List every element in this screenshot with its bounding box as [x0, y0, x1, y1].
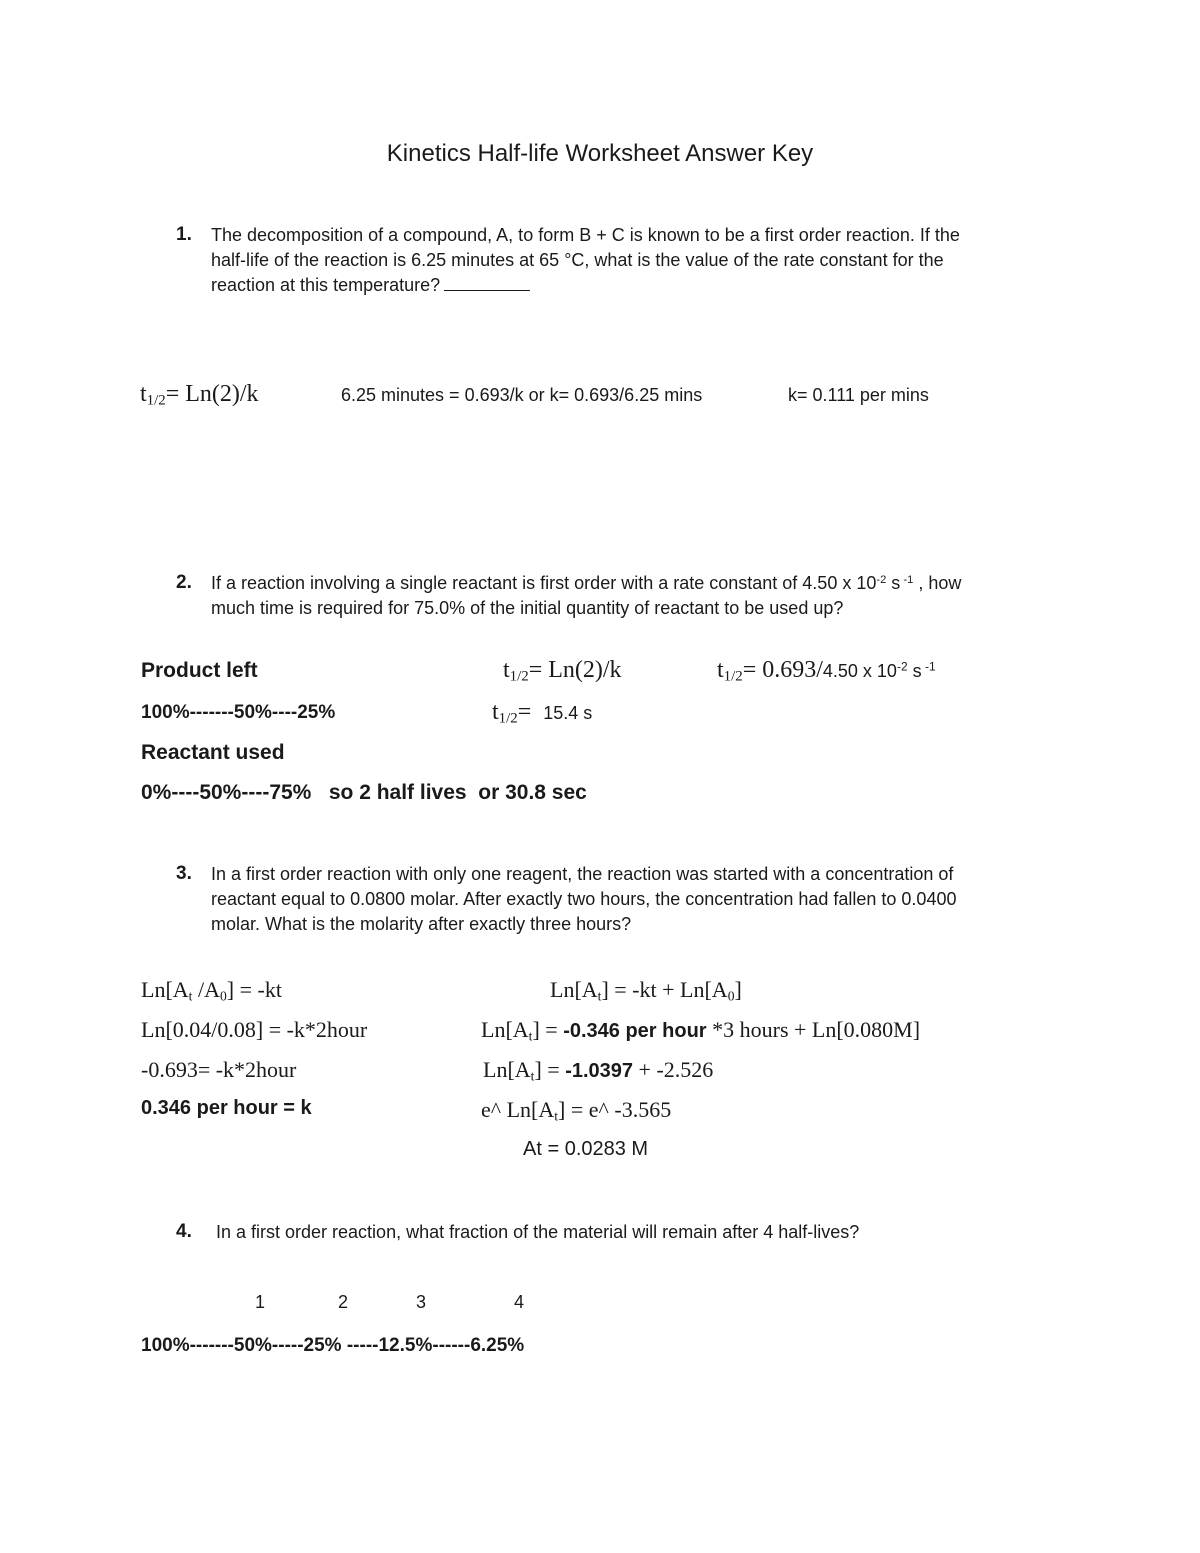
q4-sequence: 100%-------50%-----25% -----12.5%------6.25%	[141, 1335, 525, 1356]
eq-sub: t	[530, 1068, 535, 1084]
q3-right-eq-2	[481, 1017, 920, 1043]
eq-part: Ln[A	[481, 1017, 529, 1042]
q1-half-life-formula	[140, 381, 259, 408]
q2-line1-part-b: s	[886, 573, 901, 593]
page-title: Kinetics Half-life Worksheet Answer Key	[386, 140, 814, 167]
question-4-number: 4.	[176, 1221, 192, 1242]
question-4-text: In a first order reaction, what fraction of the material will remain after 4 half-lives?	[216, 1222, 860, 1242]
q3-right-eq-4	[481, 1097, 671, 1123]
eq-sub: t	[528, 1028, 533, 1044]
half-life-label-3: 3	[416, 1292, 427, 1312]
half-life-label-4: 4	[514, 1292, 525, 1312]
question-3-number: 3.	[176, 863, 192, 884]
eq-bold-part: -0.346 per hour	[563, 1020, 713, 1042]
eq-part: ] = e^ -3.565	[558, 1097, 672, 1122]
formula-t: t	[492, 699, 499, 725]
q3-right-eq-3	[483, 1057, 713, 1083]
q3-answer-text: At = 0.0283 M	[523, 1138, 649, 1160]
q2-half-life-substitution	[717, 657, 936, 684]
eq-part: /A	[192, 977, 220, 1002]
half-life-label-1: 1	[255, 1292, 266, 1312]
q1-work: 6.25 minutes = 0.693/k or k= 0.693/6.25 mins	[341, 385, 703, 405]
eq-part: + -2.526	[633, 1057, 714, 1082]
q2-line1-part-c: , how	[913, 573, 962, 593]
formula-t: t	[717, 657, 724, 683]
question-2-line-2: much time is required for 75.0% of the initial quantity of reactant to be used up?	[211, 598, 844, 618]
eq-part: ] =	[534, 1057, 566, 1082]
formula-rest: =	[517, 699, 532, 725]
formula-rest: = Ln(2)/k	[165, 381, 259, 407]
question-1-line-3-text: reaction at this temperature?	[211, 275, 441, 295]
q2-half-life-result	[492, 699, 592, 726]
question-1-line-1: The decomposition of a compound, A, to form B + C is known to be a first order reaction. If the	[211, 225, 960, 245]
eq-sub: t	[554, 1108, 559, 1124]
q2-half-life-formula	[503, 657, 622, 684]
question-3-line-1: In a first order reaction with only one reagent, the reaction was started with a concentration of	[211, 864, 954, 884]
q3-left-eq-2: Ln[0.04/0.08] = -k*2hour	[141, 1017, 368, 1042]
reactant-sequence: 0%----50%----75% so 2 half lives or 30.8 sec	[141, 781, 587, 804]
eq-part: ] = -kt	[226, 977, 282, 1002]
half-life-label-2: 2	[338, 1292, 349, 1312]
unit-s: s	[907, 661, 922, 681]
question-1-number: 1.	[176, 224, 192, 245]
q2-line1-part-a: If a reaction involving a single reactant is first order with a rate constant of 4.50 x 10	[211, 573, 877, 593]
q2-exponent-1: -2	[876, 573, 887, 586]
product-left-label: Product left	[141, 659, 258, 682]
question-3-line-2: reactant equal to 0.0800 molar. After exactly two hours, the concentration had fallen to 0.0400	[211, 889, 957, 909]
formula-t: t	[503, 657, 510, 683]
q3-left-eq-3: -0.693= -k*2hour	[141, 1057, 297, 1082]
exponent-2: -1	[921, 659, 936, 674]
q1-answer: k= 0.111 per mins	[788, 385, 929, 405]
q3-answer	[523, 1138, 648, 1161]
exponent-1: -2	[896, 659, 908, 674]
product-sequence: 100%-------50%----25%	[141, 702, 336, 723]
formula-rest: = 0.693/	[742, 657, 823, 683]
formula-t: t	[140, 381, 147, 407]
eq-bold-part: -1.0397	[565, 1060, 634, 1082]
eq-part: Ln[A	[483, 1057, 531, 1082]
formula-subscript: 1/2	[146, 392, 166, 409]
formula-subscript: 1/2	[723, 668, 743, 685]
question-1-line-3	[211, 273, 530, 298]
eq-part: e^ Ln[A	[481, 1097, 555, 1122]
eq-part: ] =	[532, 1017, 564, 1042]
q3-left-eq-4: 0.346 per hour = k	[141, 1097, 312, 1119]
eq-sub: t	[597, 988, 602, 1004]
formula-subscript: 1/2	[509, 668, 529, 685]
question-2-line-1	[211, 571, 961, 596]
eq-part: Ln[A	[550, 977, 598, 1002]
q3-left-eq-1	[141, 977, 282, 1003]
answer-blank	[444, 289, 530, 291]
question-1-line-2: half-life of the reaction is 6.25 minutes at 65 °C, what is the value of the rate constant for the	[211, 250, 944, 270]
eq-sub: 0	[219, 988, 227, 1004]
q2-exponent-2: -1	[900, 573, 914, 586]
question-3-line-3: molar. What is the molarity after exactly three hours?	[211, 914, 632, 934]
formula-subscript: 1/2	[498, 710, 518, 727]
q3-right-eq-1	[550, 977, 742, 1003]
reactant-used-label: Reactant used	[141, 741, 285, 764]
eq-part: ]	[734, 977, 742, 1002]
rate-constant-value: 4.50 x 10	[822, 661, 897, 681]
formula-rest: = Ln(2)/k	[528, 657, 622, 683]
eq-part: ] = -kt + Ln[A	[601, 977, 728, 1002]
eq-sub: 0	[727, 988, 735, 1004]
eq-part: Ln[A	[141, 977, 189, 1002]
half-life-value: 15.4 s	[543, 703, 593, 723]
question-2-number: 2.	[176, 572, 192, 593]
eq-sub: t	[188, 988, 193, 1004]
eq-part: *3 hours + Ln[0.080M]	[712, 1017, 921, 1042]
